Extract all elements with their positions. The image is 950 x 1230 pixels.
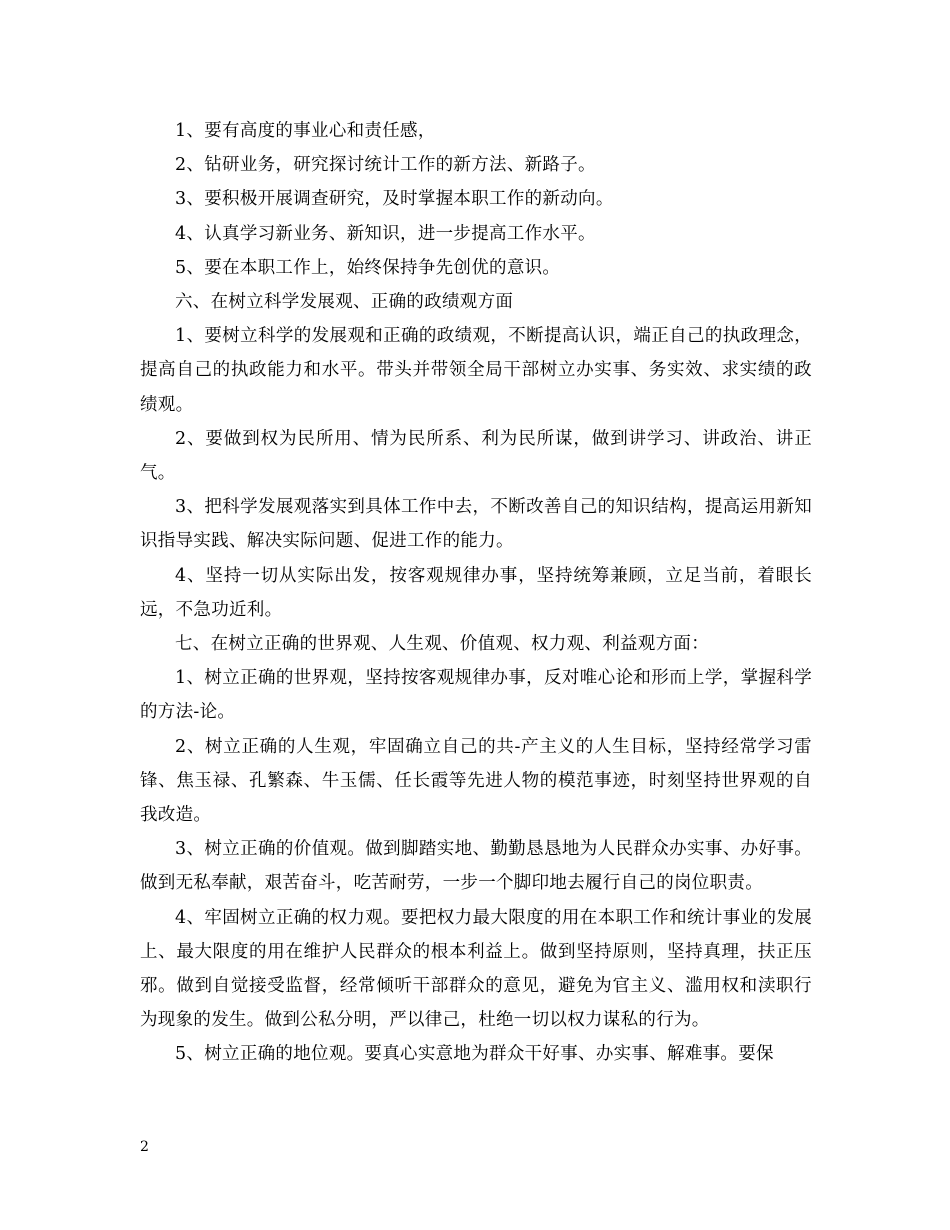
paragraph-seven-4: 4、牢固树立正确的权力观。要把权力最大限度的用在本职工作和统计事业的发展上、最大限度的用在维护人民群众的根本利益上。做到坚持原则，坚持真理，扶正压邪。做到自觉接受监督，经常倾听干部群众的意见，避免为官主义、滥用权和渎职行为现象的发生。做到公私分明，严以律己，杜绝一切以权力谋私的行为。: [140, 907, 812, 1031]
paragraph-item-2: 2、钻研业务，研究探讨统计工作的新方法、新路子。: [175, 155, 596, 176]
section-heading-seven: 七、在树立正确的世界观、人生观、价值观、权力观、利益观方面：: [175, 634, 709, 655]
paragraph-six-2: 2、要做到权为民所用、情为民所系、利为民所谋，做到讲学习、讲政治、讲正气。: [140, 428, 812, 484]
paragraph-item-4: 4、认真学习新业务、新知识，进一步提高工作水平。: [175, 223, 596, 244]
paragraph-item-3: 3、要积极开展调查研究，及时掌握本职工作的新动向。: [175, 189, 614, 210]
section-heading-six: 六、在树立科学发展观、正确的政绩观方面: [175, 292, 514, 313]
paragraph-seven-5: 5、树立正确的地位观。要真心实意地为群众干好事、办实事、解难事。要保: [175, 1044, 774, 1065]
paragraph-seven-1: 1、树立正确的世界观，坚持按客观规律办事，反对唯心论和形而上学，掌握科学的方法-论。: [140, 668, 812, 723]
paragraph-item-1: 1、要有高度的事业心和责任感，: [175, 121, 436, 141]
paragraph-six-1: 1、要树立科学的发展观和正确的政绩观，不断提高认识，端正自己的执政理念，提高自己的执政能力和水平。带头并带领全局干部树立办实事、务实效、求实绩的政绩观。: [140, 326, 812, 415]
paragraph-item-5: 5、要在本职工作上，始终保持争先创优的意识。: [175, 257, 561, 278]
document-body: [140, 114, 812, 1072]
paragraph-seven-2: 2、树立正确的人生观，牢固确立自己的共-产主义的人生目标，坚持经常学习雷锋、焦玉禄、孔繁森、牛玉儒、任长霞等先进人物的模范事迹，时刻坚持世界观的自我改造。: [140, 736, 812, 826]
paragraph-seven-3: 3、树立正确的价值观。做到脚踏实地、勤勤恳恳地为人民群众办实事、办好事。做到无私奉献，艰苦奋斗，吃苦耐劳，一步一个脚印地去履行自己的岗位职责。: [140, 839, 812, 894]
paragraph-six-3: 3、把科学发展观落实到具体工作中去，不断改善自己的知识结构，提高运用新知识指导实践、解决实际问题、促进工作的能力。: [140, 497, 812, 552]
page-number: 2: [140, 1139, 149, 1155]
paragraph-six-4: 4、坚持一切从实际出发，按客观规律办事，坚持统筹兼顾，立足当前，着眼长远，不急功近利。: [140, 565, 812, 620]
